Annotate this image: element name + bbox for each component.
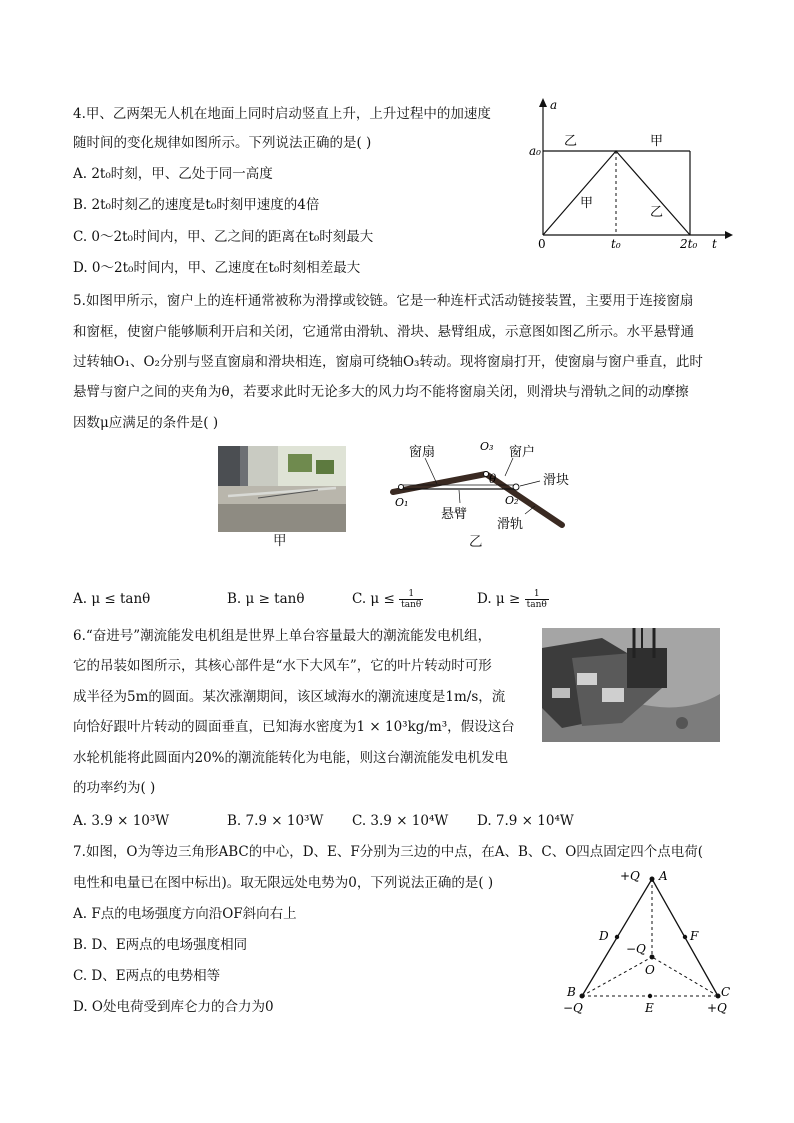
q6-option-c: C. 3.9 × 10⁴W [352, 813, 449, 829]
q5-option-d-numerator: 1 [525, 589, 549, 600]
q6-stem-line-4: 向恰好跟叶片转动的圆面垂直，已知海水密度为1 × 10³kg/m³，假设这台 [73, 719, 515, 735]
q7-label-a: A [659, 869, 668, 883]
q5-label-o1: O₁ [395, 496, 409, 509]
q5-diagram-caption: 乙 [469, 534, 483, 550]
q5-stem-line-3: 过转轴O₁、O₂分别与竖直窗扇和滑块相连，窗扇可绕轴O₃转动。现将窗扇打开，使窗扇与窗户垂直，此时 [73, 354, 703, 370]
q4-jia-top-label: 甲 [650, 134, 664, 149]
q4-2t0-label: 2t₀ [680, 237, 698, 251]
q5-option-d-prefix: D. μ ≥ [477, 591, 521, 607]
q7-option-d: D. O处电荷受到库仑力的合力为0 [73, 999, 274, 1015]
q5-label-o2: O₂ [505, 494, 519, 507]
q5-pivot-o1 [399, 485, 404, 490]
q4-a-axis-arrow [539, 98, 547, 107]
q7-point-d [615, 935, 619, 939]
q6-stem-line-2: 它的吊装如图所示，其核心部件是“水下大风车”，它的叶片转动时可形 [73, 658, 492, 674]
q5-label-arm: 悬臂 [441, 507, 468, 522]
q5-label-o3: O₃ [480, 440, 494, 453]
q5-option-c-numerator: 1 [399, 589, 423, 600]
q5-label-rail: 滑轨 [497, 517, 524, 532]
q4-yi-triangle-label: 乙 [650, 205, 664, 220]
q7-point-e [648, 994, 652, 998]
q4-origin-label: 0 [538, 237, 546, 251]
q7-charge-o: −Q [626, 942, 646, 956]
q7-triangle-diagram [555, 862, 745, 1020]
q7-label-e: E [645, 1001, 654, 1015]
q7-point-o [650, 955, 655, 960]
q4-t-axis-arrow [725, 231, 733, 239]
q7-label-d: D [599, 929, 609, 943]
q5-label-window: 窗户 [509, 445, 536, 460]
q7-option-b: B. D、E两点的电场强度相同 [73, 937, 248, 953]
q7-line-bo [582, 957, 652, 996]
q4-option-d: D. 0～2t₀时间内，甲、乙速度在t₀时刻相差最大 [73, 260, 361, 276]
q4-yi-top-label: 乙 [564, 134, 578, 149]
q5-window-photo [218, 446, 346, 532]
q6-option-d: D. 7.9 × 10⁴W [477, 813, 574, 829]
q5-label-theta: θ [489, 472, 497, 486]
q4-option-b: B. 2t₀时刻乙的速度是t₀时刻甲速度的4倍 [73, 197, 320, 213]
q6-stem-line-5: 水轮机能将此圆面内20%的潮流能转化为电能，则这台潮流能发电机发电 [73, 750, 509, 766]
q5-stem-line-1: 5.如图甲所示，窗户上的连杆通常被称为滑撑或铰链。它是一种连杆式活动链接装置，主要用于连接窗扇 [73, 293, 694, 309]
q5-stem-line-5: 因数μ应满足的条件是( ) [73, 415, 219, 431]
q5-label-slider: 滑块 [543, 473, 570, 488]
q5-label-sash: 窗扇 [409, 445, 436, 460]
q5-stem-line-4: 悬臂与窗户之间的夹角为θ，若要求此时无论多大的风力均不能将窗扇关闭，则滑块与滑轨之间的动摩擦 [73, 384, 689, 400]
q7-label-c: C [721, 985, 731, 999]
q7-option-a: A. F点的电场强度方向沿OF斜向右上 [73, 906, 297, 922]
q7-point-a [650, 877, 655, 882]
q7-charge-c: +Q [707, 1001, 727, 1015]
q7-option-c: C. D、E两点的电势相等 [73, 968, 221, 984]
q7-label-o: O [645, 963, 655, 977]
q4-stem-line-2: 随时间的变化规律如图所示。下列说法正确的是( ) [73, 135, 372, 151]
q7-stem-line-1: 7.如图，O为等边三角形ABC的中心，D、E、F分别为三边的中点，在A、B、C、O四点固定四个点电荷( [73, 844, 704, 860]
q4-t0-label: t₀ [611, 237, 621, 251]
q6-stem-line-3: 成半径为5m的圆面。某次涨潮期间，该区域海水的潮流速度是1m/s，流 [73, 689, 506, 705]
q6-option-a: A. 3.9 × 10³W [73, 813, 170, 829]
q4-jia-triangle-label: 甲 [580, 196, 594, 211]
q5-option-a: A. μ ≤ tanθ [73, 591, 151, 607]
q4-acceleration-graph [520, 95, 740, 255]
q7-point-f [683, 935, 687, 939]
q5-stem-line-2: 和窗框，使窗户能够顺利开启和关闭，它通常由滑轨、滑块、悬臂组成，示意图如图乙所示。水平悬臂通 [73, 324, 694, 340]
q4-stem-line-1: 4.甲、乙两架无人机在地面上同时启动竖直上升，上升过程中的加速度 [73, 106, 491, 122]
q4-a0-label: a₀ [529, 144, 541, 158]
q7-label-b: B [567, 985, 576, 999]
q7-stem-line-2: 电性和电量已在图中标出)。取无限远处电势为0，下列说法正确的是( ) [73, 875, 494, 891]
q5-option-b: B. μ ≥ tanθ [227, 591, 305, 607]
q6-generator-photo [542, 628, 720, 742]
q6-stem-line-6: 的功率约为( ) [73, 780, 156, 796]
q5-photo-caption: 甲 [273, 533, 287, 549]
q5-hinge-diagram [385, 436, 585, 556]
q7-line-co [652, 957, 718, 996]
q7-point-b [580, 994, 585, 999]
q7-charge-b: −Q [563, 1001, 583, 1015]
q4-option-c: C. 0～2t₀时间内，甲、乙之间的距离在t₀时刻最大 [73, 229, 374, 245]
q5-option-c-denominator: tanθ [401, 600, 422, 610]
q7-charge-a: +Q [620, 869, 640, 883]
q6-option-b: B. 7.9 × 10³W [227, 813, 324, 829]
q5-pivot-o2 [513, 484, 519, 490]
q6-stem-line-1: 6.“奋进号”潮流能发电机组是世界上单台容量最大的潮流能发电机组， [73, 628, 492, 644]
q5-option-c-prefix: C. μ ≤ [352, 591, 395, 607]
q5-option-d-denominator: tanθ [526, 600, 547, 610]
q4-t-axis-label: t [712, 237, 717, 251]
q5-option-d [477, 589, 549, 610]
q7-label-f: F [690, 929, 699, 943]
q7-point-c [716, 994, 721, 999]
q4-a-axis-label: a [550, 98, 558, 112]
q5-option-d-fraction [525, 589, 549, 610]
q5-option-c [352, 589, 423, 610]
q4-option-a: A. 2t₀时刻，甲、乙处于同一高度 [73, 166, 273, 182]
q5-pivot-o3 [484, 472, 489, 477]
q5-option-c-fraction [399, 589, 423, 610]
